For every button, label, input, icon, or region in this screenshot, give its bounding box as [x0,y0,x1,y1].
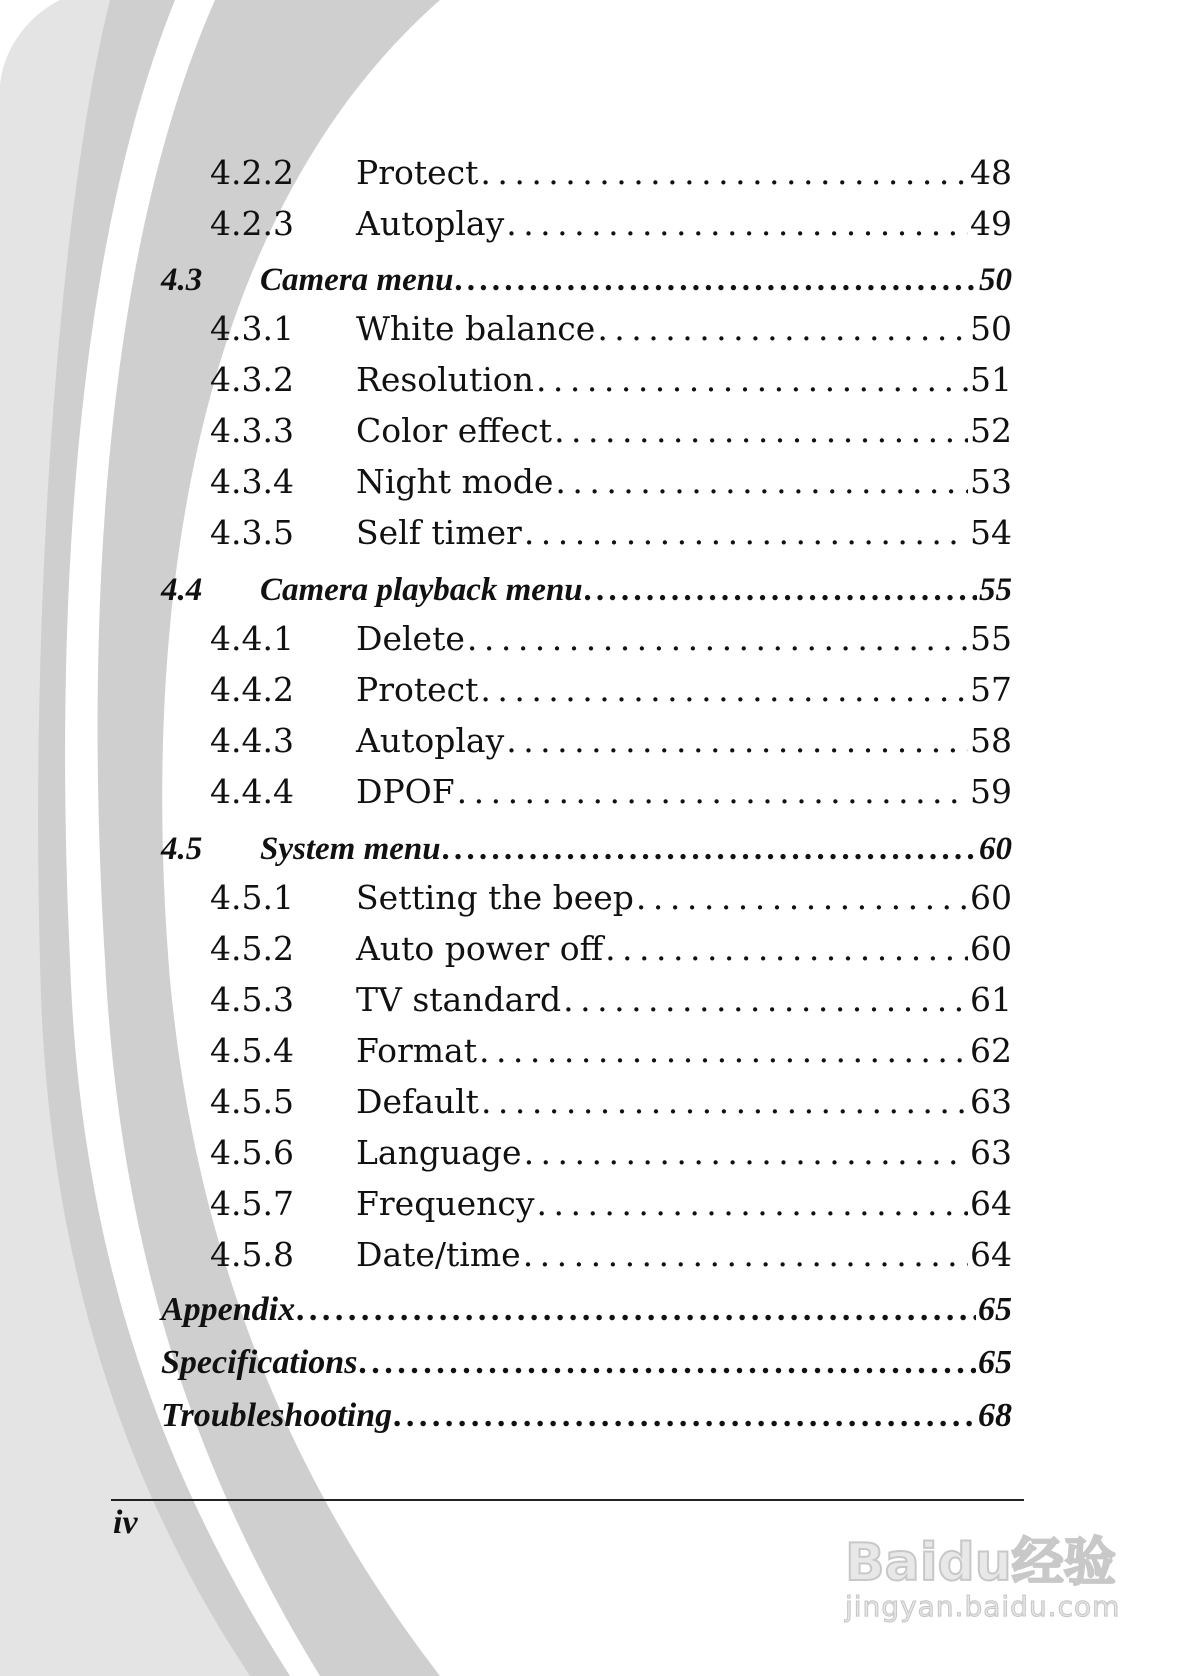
toc-entry-page: 63 [970,1082,1012,1121]
dot-leader [506,201,968,247]
dot-leader [524,510,968,556]
toc-entry-line [161,1339,1012,1387]
toc-entry-page: 65 [978,1291,1012,1328]
toc-entry[interactable] [0,357,1188,403]
toc-entry[interactable] [0,567,1188,613]
toc-entry[interactable] [0,875,1188,921]
toc-entry-line [356,510,1012,556]
dot-leader [536,357,968,403]
toc-entry[interactable] [0,1286,1188,1334]
toc-entry[interactable] [0,769,1188,815]
toc-entry-title: Protect [356,153,479,192]
toc-entry-number: 4.4.3 [210,721,294,760]
toc-entry-page: 63 [970,1133,1012,1172]
toc-entry-line [260,257,1012,303]
toc-entry-title: Delete [356,619,465,658]
toc-entry-page: 60 [979,831,1012,867]
dot-leader [481,1079,968,1125]
toc-entry-title: Protect [356,670,479,709]
toc-entry[interactable] [0,1028,1188,1074]
toc-entry-page: 65 [978,1344,1012,1381]
dot-leader [506,718,968,764]
toc-entry[interactable] [0,201,1188,247]
toc-entry[interactable] [0,826,1188,872]
toc-entry-number: 4.5.5 [210,1082,294,1121]
dot-leader [563,977,968,1023]
toc-entry-line [356,306,1012,352]
dot-leader [297,1286,976,1334]
toc-entry-number: 4.5.6 [210,1133,294,1172]
toc-entry-page: 58 [970,721,1012,760]
toc-entry-page: 61 [970,980,1012,1019]
toc-entry-number: 4.2.3 [210,204,294,243]
toc-entry-number: 4.3.5 [210,513,294,552]
toc-entry-page: 53 [970,462,1012,501]
dot-leader [636,875,968,921]
toc-entry-title: Language [356,1133,522,1172]
toc-entry-line [356,408,1012,454]
toc-entry-title: Self timer [356,513,522,552]
toc-entry-line [260,567,1012,613]
dot-leader [457,769,968,815]
dot-leader [443,826,977,872]
toc-entry-title: Autoplay [356,204,505,243]
dot-leader [394,1392,976,1440]
toc-entry-number: 4.2.2 [210,153,294,192]
toc-entry[interactable] [0,616,1188,662]
toc-entry-page: 49 [970,204,1012,243]
toc-entry[interactable] [0,926,1188,972]
toc-entry-line [161,1286,1012,1334]
toc-entry-page: 51 [970,360,1012,399]
toc-entry-title: Camera menu [260,262,454,298]
toc-entry-line [356,201,1012,247]
toc-entry[interactable] [0,1130,1188,1176]
toc-entry-number: 4.5.1 [210,878,294,917]
toc-entry-line [260,826,1012,872]
toc-entry-number: 4.3.1 [210,309,294,348]
toc-entry-number: 4.4.2 [210,670,294,709]
toc-entry-page: 60 [970,878,1012,917]
toc-entry-title: Auto power off [356,929,604,968]
toc-entry-number: 4.5.2 [210,929,294,968]
toc-entry[interactable] [0,667,1188,713]
toc-entry-line [356,667,1012,713]
toc-entry-title: Format [356,1031,477,1070]
toc-entry[interactable] [0,977,1188,1023]
toc-entry-page: 62 [970,1031,1012,1070]
toc-entry-page: 55 [970,619,1012,658]
toc-entry[interactable] [0,1339,1188,1387]
toc-entry-number: 4.5.3 [210,980,294,1019]
toc-entry[interactable] [0,510,1188,556]
toc-entry-number: 4.4 [161,572,203,608]
toc-entry-title: Camera playback menu [260,572,583,608]
toc-entry-line [356,977,1012,1023]
toc-entry-line [356,718,1012,764]
dot-leader [555,459,968,505]
toc-entry-title: Default [356,1082,479,1121]
dot-leader [479,1028,968,1074]
toc-entry-line [356,459,1012,505]
toc-entry[interactable] [0,459,1188,505]
toc-entry-line [356,1232,1012,1278]
toc-entry[interactable] [0,1079,1188,1125]
toc-entry-page: 52 [970,411,1012,450]
toc-entry-page: 57 [970,670,1012,709]
toc-entry-line [356,150,1012,196]
toc-entry-page: 59 [970,772,1012,811]
dot-leader [455,257,977,303]
watermark-url: jingyan.baidu.com [845,1590,1121,1623]
toc-entry-line [356,1130,1012,1176]
dot-leader [597,306,968,352]
toc-entry-line [356,1181,1012,1227]
toc-entry-page: 50 [979,262,1012,298]
toc-entry-title: Color effect [356,411,553,450]
toc-entry-number: 4.3 [161,262,203,298]
dot-leader [524,1130,968,1176]
toc-entry-title: Date/time [356,1235,521,1274]
toc-entry-title: Troubleshooting [161,1397,393,1434]
footer-rule [111,1499,1024,1501]
watermark-logo: Baidu经验 [845,1533,1116,1593]
toc-entry[interactable] [0,306,1188,352]
toc-entry-line [356,875,1012,921]
dot-leader [480,667,968,713]
toc-entry[interactable] [0,408,1188,454]
footer-page-number: iv [113,1504,138,1541]
dot-leader [480,150,968,196]
toc-entry-page: 60 [970,929,1012,968]
toc-entry-page: 64 [970,1235,1012,1274]
toc-entry[interactable] [0,1181,1188,1227]
toc-entry-title: Appendix [161,1291,296,1328]
toc-entry-number: 4.5 [161,831,203,867]
toc-entry-page: 68 [978,1397,1012,1434]
dot-leader [585,567,977,613]
toc-entry-number: 4.3.4 [210,462,294,501]
toc-entry-title: Setting the beep [356,878,634,917]
toc-entry-number: 4.4.1 [210,619,294,658]
toc-entry-title: Autoplay [356,721,505,760]
toc-entry-line [356,769,1012,815]
toc-entry-number: 4.3.2 [210,360,294,399]
toc-entry[interactable] [0,1232,1188,1278]
toc-entry-line [356,926,1012,972]
toc-entry[interactable] [0,257,1188,303]
toc-entry-title: DPOF [356,772,455,811]
toc-entry-number: 4.5.8 [210,1235,294,1274]
toc-entry-title: Resolution [356,360,534,399]
dot-leader [605,926,968,972]
dot-leader [359,1339,976,1387]
toc-entry-title: Specifications [161,1344,358,1381]
toc-entry-title: White balance [356,309,596,348]
toc-entry-line [161,1392,1012,1440]
dot-leader [554,408,968,454]
toc-entry-line [356,1079,1012,1125]
toc-entry-page: 50 [970,309,1012,348]
toc-entry-number: 4.5.7 [210,1184,294,1223]
dot-leader [467,616,968,662]
toc-entry-line [356,616,1012,662]
toc-entry-number: 4.4.4 [210,772,294,811]
toc-entry-page: 54 [970,513,1012,552]
toc-entry-title: TV standard [356,980,562,1019]
toc-entry-page: 48 [970,153,1012,192]
toc-entry-title: Night mode [356,462,554,501]
toc-entry-line [356,357,1012,403]
toc-entry-number: 4.5.4 [210,1031,294,1070]
baidu-watermark [845,1520,1135,1630]
dot-leader [537,1181,969,1227]
toc-entry-line [356,1028,1012,1074]
toc-entry[interactable] [0,718,1188,764]
toc-entry-page: 64 [970,1184,1012,1223]
dot-leader [523,1232,968,1278]
toc-entry-number: 4.3.3 [210,411,294,450]
toc-entry[interactable] [0,1392,1188,1440]
toc-entry[interactable] [0,150,1188,196]
toc-entry-title: System menu [260,831,441,867]
toc-entry-title: Frequency [356,1184,535,1223]
toc-entry-page: 55 [979,572,1012,608]
